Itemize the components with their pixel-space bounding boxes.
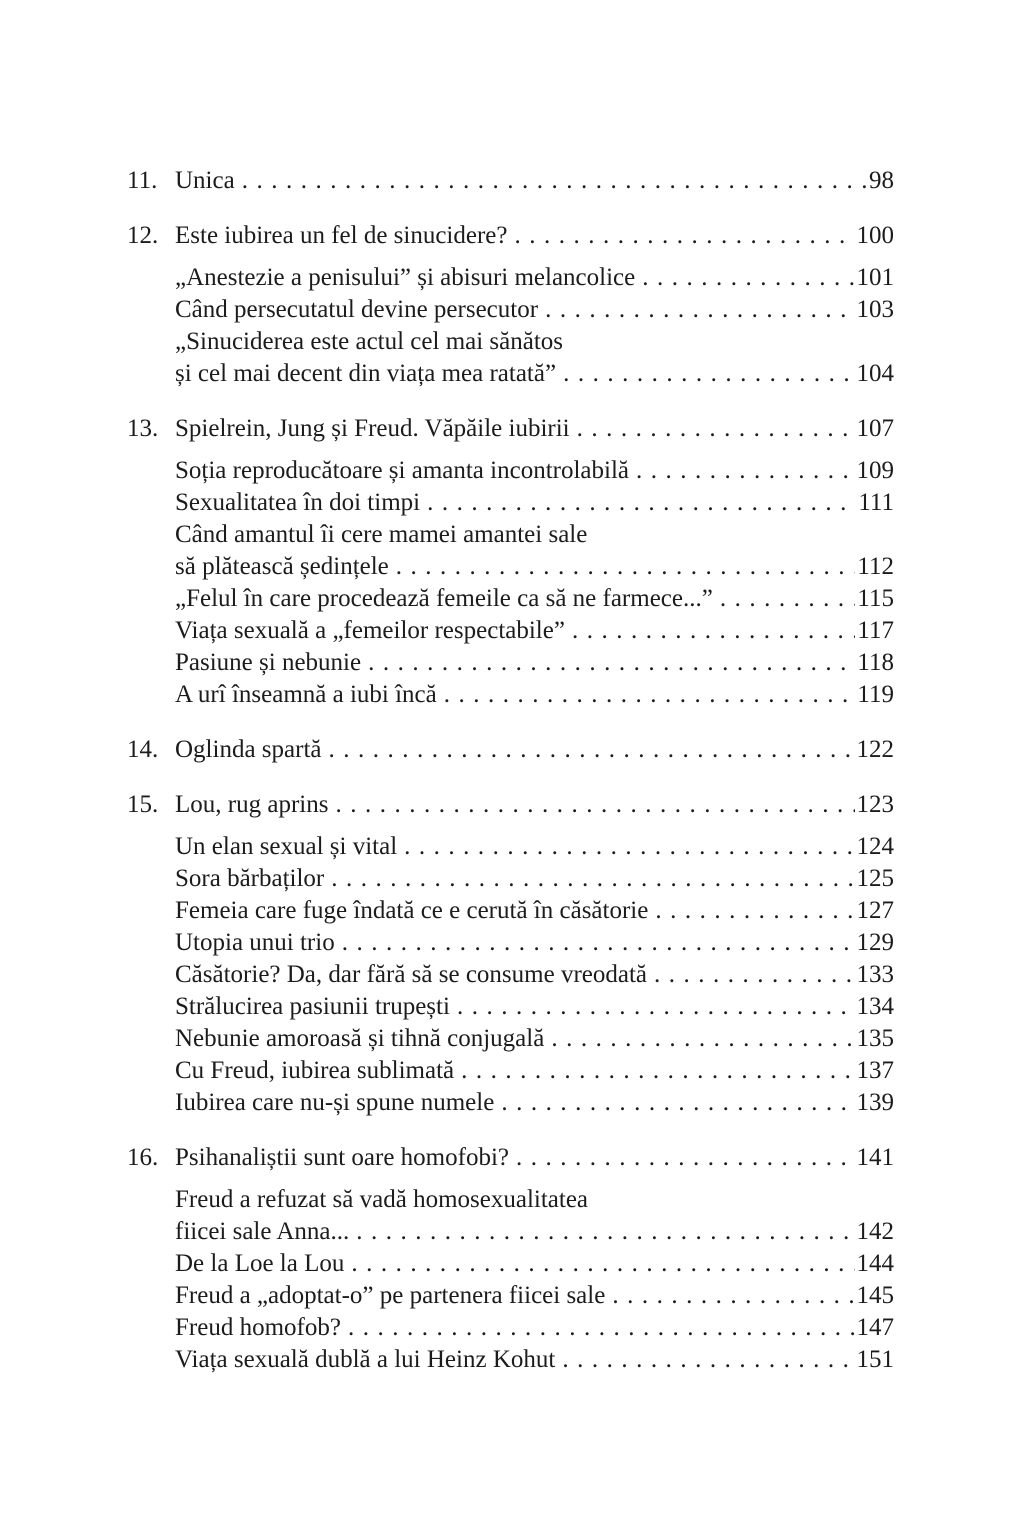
toc-subentry <box>127 1248 894 1280</box>
toc-line <box>127 358 894 390</box>
toc-line <box>127 615 894 647</box>
toc-line <box>127 294 894 326</box>
subentry-title: Când amantul îi cere mamei amantei sale <box>175 521 588 548</box>
toc-subentry <box>127 1184 894 1248</box>
subentry-title: Când persecutatul devine persecutor <box>175 296 539 323</box>
subentry-title: și cel mai decent din viața mea ratată” <box>175 360 557 387</box>
toc-chapter-entry <box>127 165 894 197</box>
page-number: 100 <box>856 222 894 249</box>
toc-subentry <box>127 1087 894 1119</box>
subentry-title: Căsătorie? Da, dar fără să se consume vreodată <box>175 961 647 988</box>
chapter-title: Lou, rug aprins <box>175 791 329 818</box>
dot-leader <box>545 294 854 326</box>
toc-chapter-entry <box>127 1142 894 1174</box>
dot-leader <box>516 1142 855 1174</box>
page-number: 107 <box>856 415 894 442</box>
toc-subentry <box>127 294 894 326</box>
toc-chapter-entry <box>127 413 894 445</box>
toc-chapter-entry <box>127 789 894 821</box>
toc-chapter-entry <box>127 220 894 252</box>
chapter-title: Spielrein, Jung și Freud. Văpăile iubirii <box>175 415 570 442</box>
toc-line <box>127 165 894 197</box>
toc-subentry <box>127 991 894 1023</box>
page-number: 127 <box>856 897 894 924</box>
toc-line <box>127 895 894 927</box>
chapter-number: 14. <box>127 736 159 763</box>
dot-leader <box>501 1087 854 1119</box>
toc-line <box>127 831 894 863</box>
toc-line <box>127 1344 894 1376</box>
page-number: 101 <box>856 264 894 291</box>
page-number: 123 <box>856 791 894 818</box>
dot-leader <box>515 220 855 252</box>
toc-line <box>127 734 894 766</box>
subentry-title: Iubirea care nu-și spune numele <box>175 1089 495 1116</box>
toc-line <box>127 1184 894 1216</box>
toc-subentry <box>127 895 894 927</box>
page-number: 115 <box>857 585 894 612</box>
dot-leader <box>348 1312 855 1344</box>
toc-subentry <box>127 831 894 863</box>
dot-leader <box>242 165 867 197</box>
page-number: 117 <box>857 617 894 644</box>
toc-subentry <box>127 1280 894 1312</box>
dot-leader <box>331 863 854 895</box>
dot-leader <box>427 487 856 519</box>
toc-chapter-block <box>127 413 894 711</box>
subentry-title: să plătească ședințele <box>175 553 389 580</box>
subentry-title: A urî înseamnă a iubi încă <box>175 681 437 708</box>
toc-line <box>127 1023 894 1055</box>
subentry-title: Viața sexuală a „femeilor respectabile” <box>175 617 565 644</box>
dot-leader <box>457 991 855 1023</box>
page-number: 134 <box>856 993 894 1020</box>
page-number: 118 <box>857 649 894 676</box>
subentry-title: „Felul în care procedează femeile ca să ne farmece...” <box>175 585 713 612</box>
dot-leader <box>351 1248 854 1280</box>
dot-leader <box>612 1280 854 1312</box>
toc-chapter-block <box>127 789 894 1119</box>
page-number: 141 <box>856 1144 894 1171</box>
page-number: 119 <box>857 681 894 708</box>
subentry-title: De la Loe la Lou <box>175 1250 345 1277</box>
dot-leader <box>551 1023 854 1055</box>
page-number: 142 <box>856 1218 894 1245</box>
toc-chapter-block <box>127 734 894 766</box>
chapter-title: Psihanaliștii sunt oare homofobi? <box>175 1144 509 1171</box>
toc-subentry <box>127 1023 894 1055</box>
toc-line <box>127 647 894 679</box>
chapter-number: 11. <box>127 167 158 194</box>
toc-line <box>127 326 894 358</box>
toc-line <box>127 863 894 895</box>
dot-leader <box>655 895 854 927</box>
chapter-number: 12. <box>127 222 159 249</box>
toc-subentry <box>127 583 894 615</box>
toc-line <box>127 1055 894 1087</box>
toc-subentry <box>127 326 894 390</box>
toc-subentry <box>127 1312 894 1344</box>
dot-leader <box>577 413 855 445</box>
dot-leader <box>642 262 854 294</box>
page-number: 133 <box>856 961 894 988</box>
subentry-title: Nebunie amoroasă și tihnă conjugală <box>175 1025 545 1052</box>
toc-line <box>127 927 894 959</box>
toc-line <box>127 583 894 615</box>
subentry-title: Viața sexuală dublă a lui Heinz Kohut <box>175 1346 556 1373</box>
page-number: 111 <box>858 489 894 516</box>
page-number: 144 <box>856 1250 894 1277</box>
toc-chapter-block <box>127 165 894 197</box>
toc-subentry <box>127 863 894 895</box>
toc-subentry <box>127 647 894 679</box>
page-number: 112 <box>857 553 894 580</box>
dot-leader <box>356 1216 854 1248</box>
toc-line <box>127 1142 894 1174</box>
toc-line <box>127 455 894 487</box>
dot-leader <box>461 1055 854 1087</box>
toc-line <box>127 413 894 445</box>
page-number: 124 <box>856 833 894 860</box>
chapter-number: 16. <box>127 1144 159 1171</box>
page-number: 147 <box>856 1314 894 1341</box>
dot-leader <box>328 734 854 766</box>
subentry-title: Cu Freud, iubirea sublimată <box>175 1057 455 1084</box>
toc-line <box>127 262 894 294</box>
page-number: 103 <box>856 296 894 323</box>
toc-subentry <box>127 262 894 294</box>
chapter-number: 15. <box>127 791 159 818</box>
subentry-title: Soția reproducătoare și amanta incontrolabilă <box>175 457 629 484</box>
subentry-title: Sexualitatea în doi timpi <box>175 489 421 516</box>
subentry-title: Femeia care fuge îndată ce e cerută în căsătorie <box>175 897 649 924</box>
dot-leader <box>396 551 856 583</box>
subentry-title: Pasiune și nebunie <box>175 649 362 676</box>
toc-subentry <box>127 455 894 487</box>
toc-line <box>127 991 894 1023</box>
chapter-title: Unica <box>175 167 235 194</box>
toc-subentry <box>127 1055 894 1087</box>
dot-leader <box>720 583 856 615</box>
page-number: 139 <box>856 1089 894 1116</box>
toc-list <box>127 165 894 1376</box>
page-number: 122 <box>856 736 894 763</box>
subentry-title: Un elan sexual și vital <box>175 833 398 860</box>
toc-line <box>127 1248 894 1280</box>
page-number: 135 <box>856 1025 894 1052</box>
dot-leader <box>636 455 855 487</box>
subentry-title: „Anestezie a penisului” și abisuri melancolice <box>175 264 636 291</box>
page-number: 137 <box>856 1057 894 1084</box>
toc-line <box>127 1280 894 1312</box>
page-number: 109 <box>856 457 894 484</box>
toc-line <box>127 1312 894 1344</box>
subentry-title: Strălucirea pasiunii trupești <box>175 993 450 1020</box>
dot-leader <box>444 679 856 711</box>
dot-leader <box>368 647 855 679</box>
toc-line <box>127 679 894 711</box>
chapter-number: 13. <box>127 415 159 442</box>
subentry-title: Freud homofob? <box>175 1314 341 1341</box>
page-number: 129 <box>856 929 894 956</box>
dot-leader <box>335 789 854 821</box>
toc-chapter-block <box>127 1142 894 1376</box>
subentry-title: Freud a refuzat să vadă homosexualitatea <box>175 1186 589 1213</box>
page-number: 125 <box>856 865 894 892</box>
toc-subentry <box>127 519 894 583</box>
subentry-title: Freud a „adoptat-o” pe partenera fiicei sale <box>175 1282 606 1309</box>
toc-line <box>127 487 894 519</box>
subentry-title: Sora bărbaților <box>175 865 325 892</box>
dot-leader <box>562 1344 854 1376</box>
toc-subentry <box>127 679 894 711</box>
page-number: 98 <box>869 167 894 194</box>
page-number: 145 <box>856 1282 894 1309</box>
toc-subentry <box>127 959 894 991</box>
toc-line <box>127 220 894 252</box>
toc-line <box>127 1087 894 1119</box>
page-number: 151 <box>856 1346 894 1373</box>
toc-chapter-block <box>127 220 894 390</box>
dot-leader <box>342 927 855 959</box>
chapter-title: Oglinda spartă <box>175 736 322 763</box>
chapter-title: Este iubirea un fel de sinucidere? <box>175 222 508 249</box>
dot-leader <box>404 831 854 863</box>
dot-leader <box>654 959 855 991</box>
page-number: 104 <box>856 360 894 387</box>
subentry-title: Utopia unui trio <box>175 929 335 956</box>
toc-line <box>127 789 894 821</box>
subentry-title: „Sinuciderea este actul cel mai sănătos <box>175 328 564 355</box>
toc-line <box>127 959 894 991</box>
toc-chapter-entry <box>127 734 894 766</box>
dot-leader <box>572 615 855 647</box>
toc-subentry <box>127 487 894 519</box>
toc-line <box>127 519 894 551</box>
dot-leader <box>563 358 854 390</box>
toc-subentry <box>127 615 894 647</box>
toc-line <box>127 551 894 583</box>
toc-subentry <box>127 1344 894 1376</box>
subentry-title: fiicei sale Anna... <box>175 1218 350 1245</box>
toc-line <box>127 1216 894 1248</box>
toc-subentry <box>127 927 894 959</box>
